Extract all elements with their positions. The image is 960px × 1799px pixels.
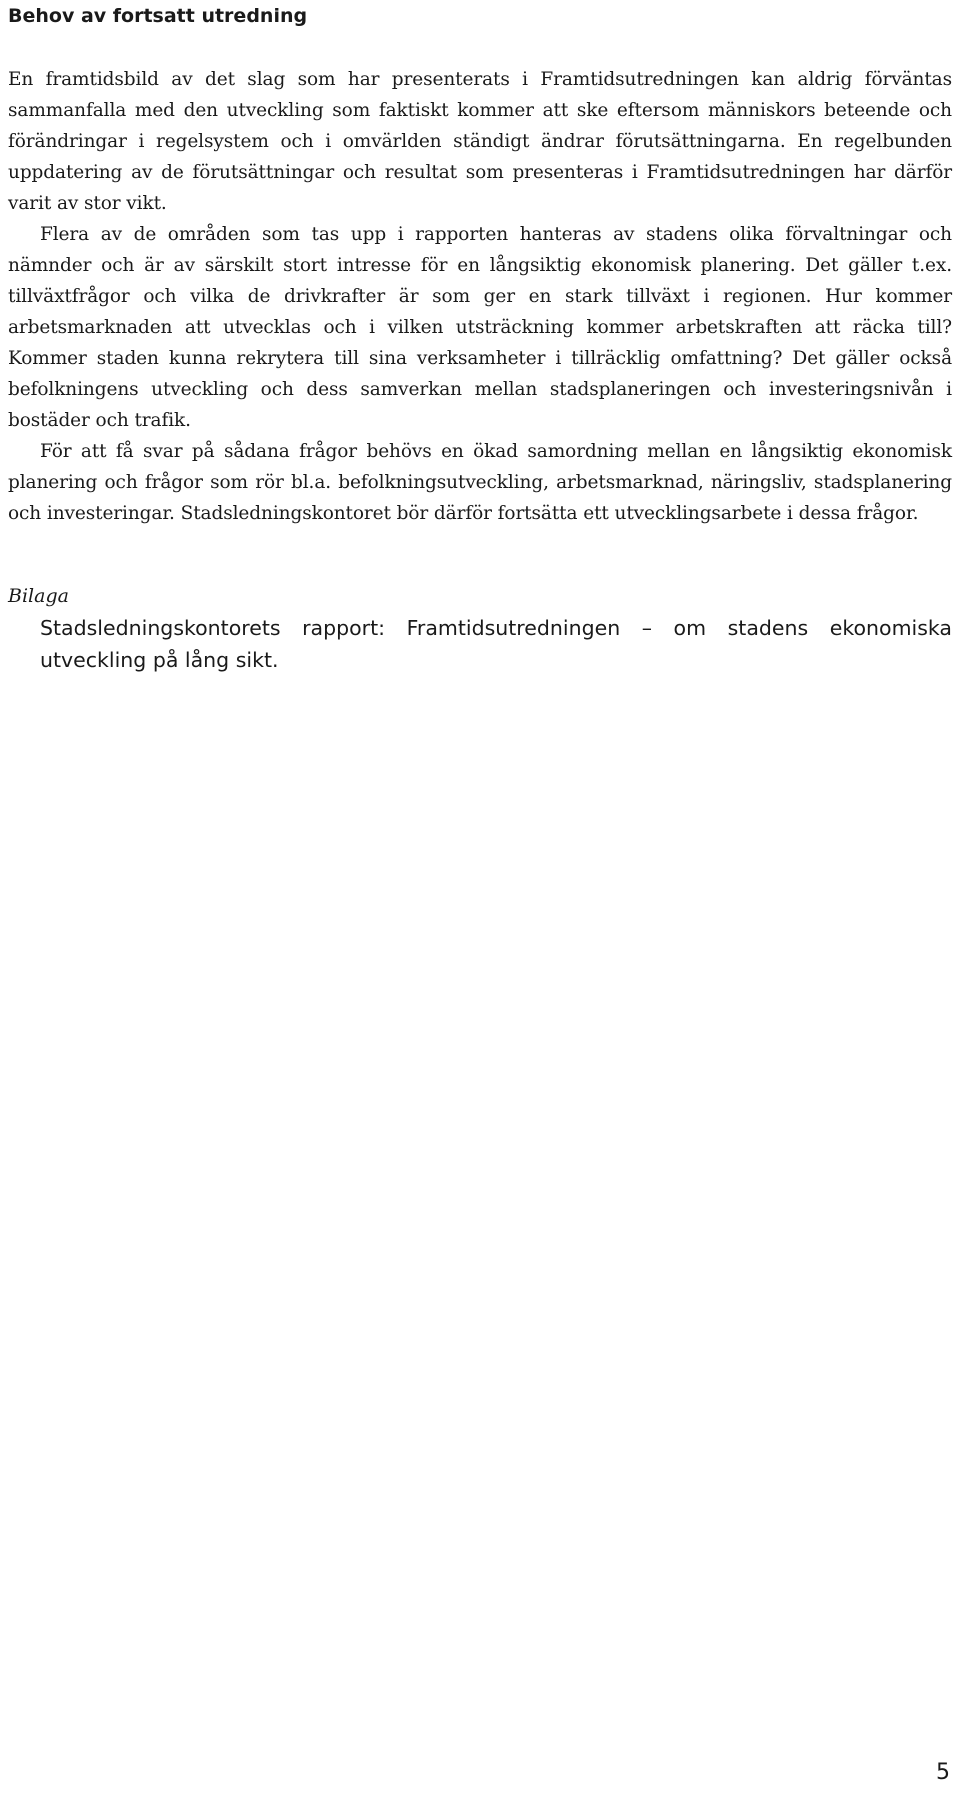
attachment-item: Stadsledningskontorets rapport: Framtidsutredningen – om stadens ekonomiska utveckling på lång sikt. — [40, 616, 952, 672]
paragraph-1: En framtidsbild av det slag som har presenterats i Framtidsutredningen kan aldrig förväntas sammanfalla med den utveckling som faktiskt kommer att ske eftersom människors beteende och förändringar i regelsystem och i omvärlden ständigt ändrar förutsättningarna. En regelbunden uppdatering av de förutsättningar och resultat som presenteras i Framtidsutredningen har därför varit av stor vikt. — [8, 69, 952, 214]
paragraph-3: För att få svar på sådana frågor behövs en ökad samordning mellan en långsiktig ekonomisk planering och frågor som rör bl.a. befolkningsutveckling, arbetsmarknad, näringsliv, stadsplanering och investeringar. Stadsledningskontoret bör därför fortsätta ett utvecklingsarbete i dessa frågor. — [8, 441, 952, 524]
document-page — [8, 0, 952, 676]
attachment-label: Bilaga — [8, 585, 69, 607]
section-heading: Behov av fortsatt utredning — [8, 5, 308, 27]
page-number: 5 — [936, 1760, 950, 1785]
paragraph-2: Flera av de områden som tas upp i rapporten hanteras av stadens olika förvaltningar och nämnder och är av särskilt stort intresse för en långsiktig ekonomisk planering. Det gäller t.ex. tillväxtfrågor och vilka de drivkrafter är som ger en stark tillväxt i regionen. Hur kommer arbetsmarknaden att utvecklas och i vilken utsträckning kommer arbetskraften att räcka till? Kommer staden kunna rekrytera till sina verksamheter i tillräcklig omfattning? Det gäller också befolkningens utveckling och dess samverkan mellan stadsplaneringen och investeringsnivån i bostäder och trafik. — [8, 224, 952, 431]
